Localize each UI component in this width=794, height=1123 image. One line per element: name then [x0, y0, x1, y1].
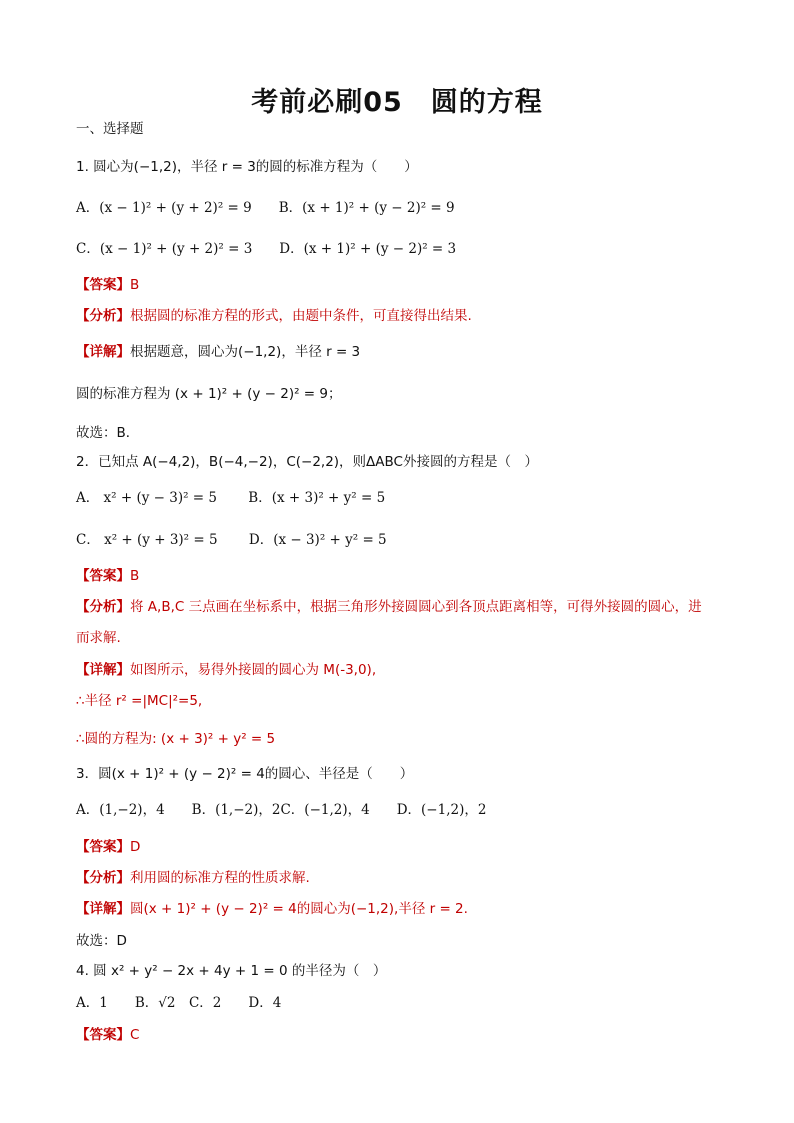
- q2-stem: 2．已知点 A(−4,2)，B(−4,−2)，C(−2,2)，则ΔABC外接圆的方程是（ ）: [76, 454, 538, 470]
- answer-tag: 【答案】: [76, 1027, 130, 1043]
- q1-answer: [76, 276, 139, 294]
- answer-value: C: [130, 1027, 140, 1043]
- answer-tag: 【答案】: [76, 277, 130, 293]
- q1-detail: [76, 343, 360, 361]
- section-heading: 一、选择题: [76, 121, 144, 137]
- analysis-text: 将 A,B,C 三点画在坐标系中，根据三角形外接圆圆心到各顶点距离相等，可得外接圆的圆心，进: [130, 599, 702, 615]
- answer-value: D: [130, 839, 141, 855]
- q2-analysis-2: 而求解.: [76, 630, 121, 646]
- page-title: 考前必刷05 圆的方程: [251, 87, 543, 118]
- q3-answer: [76, 838, 140, 856]
- q2-answer: [76, 567, 139, 585]
- answer-tag: 【答案】: [76, 839, 130, 855]
- q1-options-cd: C．(x − 1)² + (y + 2)² = 3 D．(x + 1)² + (y − 2)² = 3: [76, 241, 457, 257]
- analysis-tag: 【分析】: [76, 870, 130, 886]
- q3-stem: 3．圆(x + 1)² + (y − 2)² = 4的圆心、半径是（ ）: [76, 766, 414, 782]
- q3-detail: [76, 900, 468, 918]
- q1-stem: 1. 圆心为(−1,2)，半径 r = 3的圆的标准方程为（ ）: [76, 159, 418, 175]
- analysis-tag: 【分析】: [76, 308, 130, 324]
- q4-options: A．1 B．√2 C．2 D．4: [76, 995, 282, 1011]
- q2-detail-2: ∴半径 r² =|MC|²=5,: [76, 693, 203, 709]
- q2-detail: [76, 661, 376, 679]
- q3-choose: 故选：D: [76, 933, 127, 949]
- q1-analysis: [76, 307, 472, 325]
- q1-detail-2: 圆的标准方程为 (x + 1)² + (y − 2)² = 9；: [76, 386, 342, 402]
- q4-answer: [76, 1026, 139, 1044]
- analysis-text: 根据圆的标准方程的形式，由题中条件，可直接得出结果.: [130, 308, 472, 324]
- detail-text: 圆(x + 1)² + (y − 2)² = 4的圆心为(−1,2),半径 r = 2.: [130, 901, 468, 917]
- q2-options-ab: A． x² + (y − 3)² = 5 B．(x + 3)² + y² = 5: [76, 490, 386, 506]
- detail-text: 如图所示，易得外接圆的圆心为 M(-3,0),: [130, 662, 377, 678]
- q3-analysis: [76, 869, 310, 887]
- q2-analysis: [76, 598, 702, 616]
- q1-options-ab: A．(x − 1)² + (y + 2)² = 9 B．(x + 1)² + (y − 2)² = 9: [76, 200, 455, 216]
- answer-value: B: [130, 277, 140, 293]
- q2-options-cd: C． x² + (y + 3)² = 5 D．(x − 3)² + y² = 5: [76, 532, 387, 548]
- detail-tag: 【详解】: [76, 662, 130, 678]
- answer-value: B: [130, 568, 140, 584]
- q3-options: A．(1,−2)，4 B．(1,−2)，2C．(−1,2)，4 D．(−1,2)，2: [76, 802, 487, 818]
- detail-text: 根据题意，圆心为(−1,2)，半径 r = 3: [130, 344, 361, 360]
- detail-tag: 【详解】: [76, 344, 130, 360]
- analysis-tag: 【分析】: [76, 599, 130, 615]
- q1-choose: 故选：B．: [76, 425, 140, 441]
- q4-stem: 4. 圆 x² + y² − 2x + 4y + 1 = 0 的半径为（ ）: [76, 963, 387, 979]
- q2-detail-3: ∴圆的方程为: (x + 3)² + y² = 5: [76, 731, 276, 747]
- answer-tag: 【答案】: [76, 568, 130, 584]
- analysis-text: 利用圆的标准方程的性质求解.: [130, 870, 310, 886]
- detail-tag: 【详解】: [76, 901, 130, 917]
